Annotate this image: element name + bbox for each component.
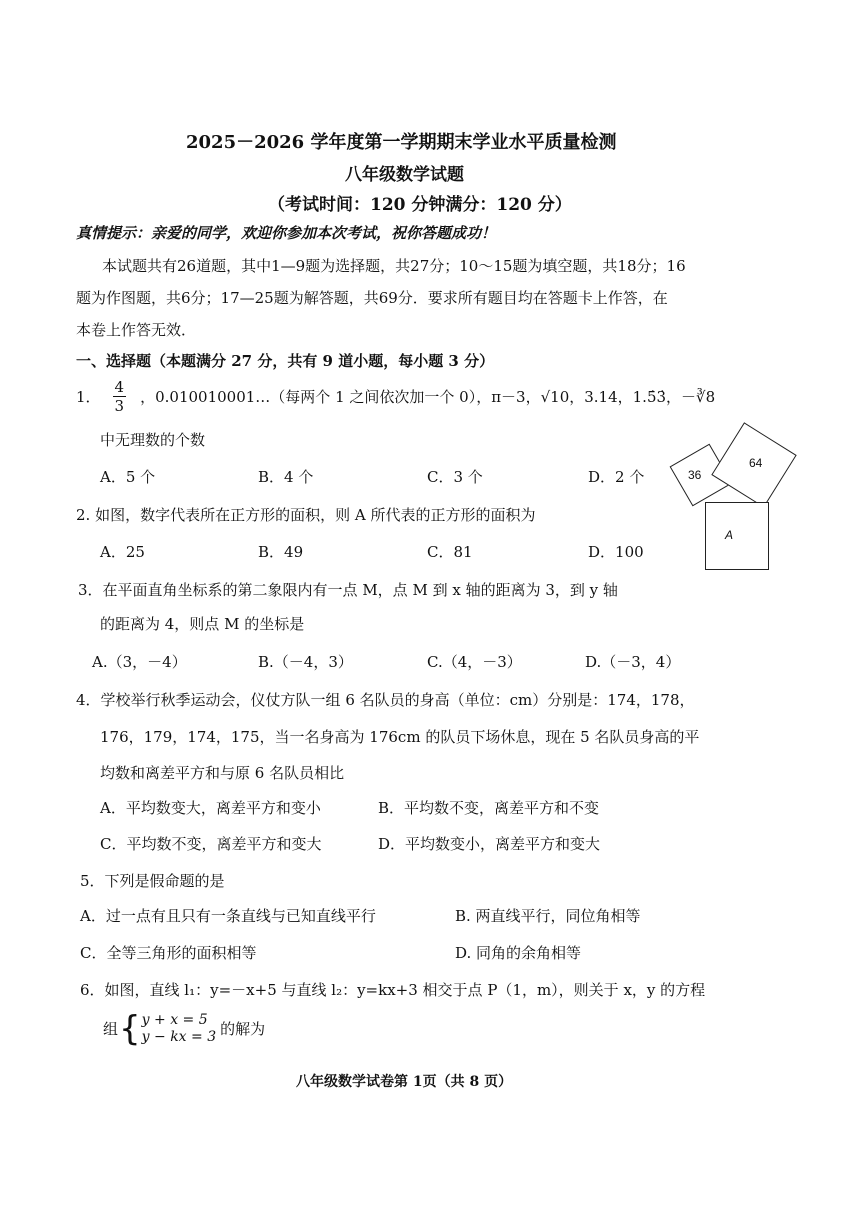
option-a: A.（3，－4） (92, 653, 187, 671)
square-a (705, 502, 769, 570)
question-1 (76, 378, 715, 415)
question-text: ，0.010010001…（每两个 1 之间依次加一个 0），π－3，√10，3.14，1.5̇3̇，－∛8 (140, 387, 716, 406)
equation-system (103, 1009, 266, 1049)
fraction-numerator: 4 (114, 378, 125, 396)
question-4-line-1: 4．学校举行秋季运动会，仪仗方队一组 6 名队员的身高（单位：cm）分别是：174，178， (76, 691, 695, 709)
option-d: D．100 (588, 543, 644, 561)
system-prefix: 组 (103, 1020, 119, 1038)
option-c: C．平均数不变，离差平方和变大 (100, 835, 322, 853)
system-suffix: 的解为 (220, 1020, 266, 1038)
option-b: B．平均数不变，离差平方和不变 (378, 799, 600, 817)
option-c: C．3 个 (427, 468, 483, 486)
option-a: A．过一点有且只有一条直线与已知直线平行 (80, 907, 376, 925)
question-5: 5．下列是假命题的是 (80, 872, 225, 890)
question-number: 1． (76, 387, 101, 406)
square-a-label: A (725, 528, 734, 542)
option-d: D．平均数变小，离差平方和变大 (378, 835, 601, 853)
question-3-line-1: 3．在平面直角坐标系的第二象限内有一点 M，点 M 到 x 轴的距离为 3，到 y 轴 (78, 581, 618, 599)
option-c: C．81 (427, 543, 473, 561)
equation-2: y − kx = 3 (141, 1029, 217, 1045)
intro-line-2: 题为作图题，共6分；17—25题为解答题，共69分．要求所有题目均在答题卡上作答，在 (76, 289, 668, 307)
intro-line-1: 本试题共有26道题，其中1—9题为选择题，共27分；10～15题为填空题，共18分；16 (102, 257, 686, 275)
question-1-line-2: 中无理数的个数 (100, 431, 206, 449)
square-64-label: 64 (749, 456, 763, 470)
exam-info: （考试时间：120 分钟满分：120 分） (268, 195, 572, 215)
option-a: A．平均数变大，离差平方和变小 (100, 799, 321, 817)
squares-figure (665, 420, 805, 580)
option-d: D．2 个 (588, 468, 645, 486)
exam-title: 2025－2026 学年度第一学期期末学业水平质量检测 (186, 132, 617, 153)
option-b: B．49 (258, 543, 304, 561)
question-6-line-1: 6．如图，直线 l₁：y=－x+5 与直线 l₂：y=kx+3 相交于点 P（1，m），则关于 x，y 的方程 (80, 981, 706, 999)
question-4-line-2: 176，179，174，175，当一名身高为 176cm 的队员下场休息，现在 5 名队员身高的平 (100, 728, 700, 746)
option-a: A．5 个 (100, 468, 156, 486)
fraction-denominator: 3 (114, 397, 125, 415)
option-a: A．25 (100, 543, 145, 561)
brace-icon: { (119, 1009, 141, 1049)
option-b: B．4 个 (258, 468, 314, 486)
exam-subtitle: 八年级数学试题 (345, 165, 464, 185)
question-3-line-2: 的距离为 4，则点 M 的坐标是 (100, 615, 305, 633)
fraction (113, 378, 127, 415)
equation-1: y + x = 5 (141, 1012, 208, 1028)
page-footer: 八年级数学试卷第 1页（共 8 页） (296, 1074, 513, 1090)
system-equations (142, 1012, 216, 1046)
option-d: D. 同角的余角相等 (455, 944, 582, 962)
option-b: B. 两直线平行，同位角相等 (455, 907, 641, 925)
question-4-line-3: 均数和离差平方和与原 6 名队员相比 (100, 764, 345, 782)
option-b: B.（－4，3） (258, 653, 353, 671)
tip-text: 真情提示：亲爱的同学，欢迎你参加本次考试，祝你答题成功！ (76, 224, 497, 242)
section-heading: 一、选择题（本题满分 27 分，共有 9 道小题，每小题 3 分） (76, 352, 495, 370)
question-2: 2. 如图，数字代表所在正方形的面积，则 A 所代表的正方形的面积为 (76, 506, 536, 524)
intro-line-3: 本卷上作答无效． (76, 321, 197, 339)
option-c: C.（4，－3） (427, 653, 522, 671)
square-36-label: 36 (688, 468, 702, 482)
option-c: C．全等三角形的面积相等 (80, 944, 257, 962)
option-d: D.（－3，4） (585, 653, 681, 671)
